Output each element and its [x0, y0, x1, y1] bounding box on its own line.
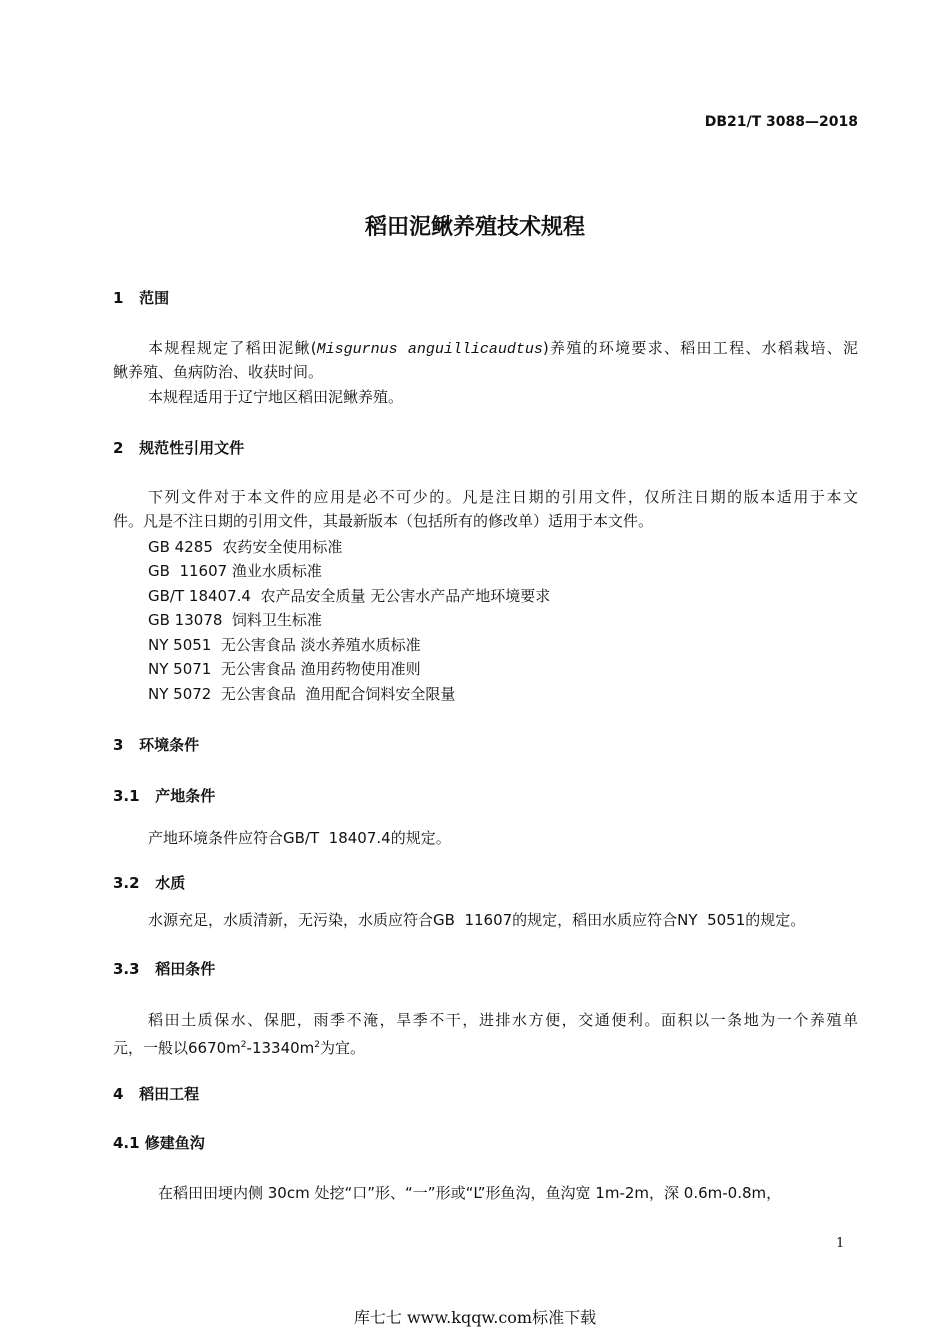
paragraph-line: 在稻田田埂内侧 30cm 处挖“口”形、“一”形或“L”形鱼沟，鱼沟宽 1m-2m，深 0.6m-0.8m，	[158, 1184, 782, 1202]
section-3-3-heading: 3.3 稻田条件	[113, 960, 216, 978]
text: 本规程规定了稻田泥鳅(	[148, 339, 317, 357]
text: 元，一般以6670m	[113, 1039, 241, 1057]
document-title: 稻田泥鳅养殖技术规程	[364, 215, 585, 240]
paragraph-line	[113, 1035, 365, 1058]
superscript: 2	[314, 1040, 321, 1050]
latin-name: Misgurnus anguillicaudtus	[316, 341, 543, 358]
reference-item: GB 11607 渔业水质标准	[148, 562, 322, 580]
text: )养殖的环境要求、稻田工程、水稻栽培、泥	[542, 339, 858, 357]
paragraph-line: 稻田土质保水、保肥，雨季不淹，旱季不干，进排水方便，交通便利。面积以一条地为一个养殖单	[148, 1011, 858, 1029]
superscript: 2	[240, 1040, 247, 1050]
paragraph-line: 鳅养殖、鱼病防治、收获时间。	[113, 363, 324, 381]
reference-item: GB/T 18407.4 农产品安全质量 无公害水产品产地环境要求	[148, 587, 551, 605]
section-4-heading: 4 稻田工程	[113, 1085, 200, 1103]
page-number: 1	[836, 1236, 845, 1251]
paragraph-line: 本规程适用于辽宁地区稻田泥鳅养殖。	[148, 388, 404, 406]
text: 为宜。	[320, 1039, 366, 1057]
section-1-heading: 1 范围	[113, 289, 170, 307]
reference-item: NY 5071 无公害食品 渔用药物使用准则	[148, 660, 421, 678]
reference-item: NY 5051 无公害食品 淡水养殖水质标准	[148, 636, 421, 654]
paragraph-line	[148, 338, 858, 360]
section-2-heading: 2 规范性引用文件	[113, 439, 245, 457]
paragraph-line: 产地环境条件应符合GB/T 18407.4的规定。	[148, 829, 451, 847]
reference-item: NY 5072 无公害食品 渔用配合饲料安全限量	[148, 685, 456, 703]
section-3-heading: 3 环境条件	[113, 736, 200, 754]
reference-item: GB 4285 农药安全使用标准	[148, 538, 343, 556]
text: -13340m	[246, 1039, 315, 1057]
paragraph-line: 下列文件对于本文件的应用是必不可少的。凡是注日期的引用文件，仅所注日期的版本适用于本文	[148, 488, 858, 506]
paragraph-line: 件。凡是不注日期的引用文件，其最新版本（包括所有的修改单）适用于本文件。	[113, 512, 654, 530]
paragraph-line: 水源充足，水质清新，无污染，水质应符合GB 11607的规定，稻田水质应符合NY 5051的规定。	[148, 911, 806, 929]
reference-item: GB 13078 饲料卫生标准	[148, 611, 322, 629]
section-4-1-heading: 4.1 修建鱼沟	[113, 1134, 205, 1152]
section-3-2-heading: 3.2 水质	[113, 874, 186, 892]
section-3-1-heading: 3.1 产地条件	[113, 787, 216, 805]
document-code: DB21/T 3088—2018	[704, 114, 858, 130]
footer-watermark: 库七七 www.kqqw.com标准下载	[353, 1308, 597, 1327]
